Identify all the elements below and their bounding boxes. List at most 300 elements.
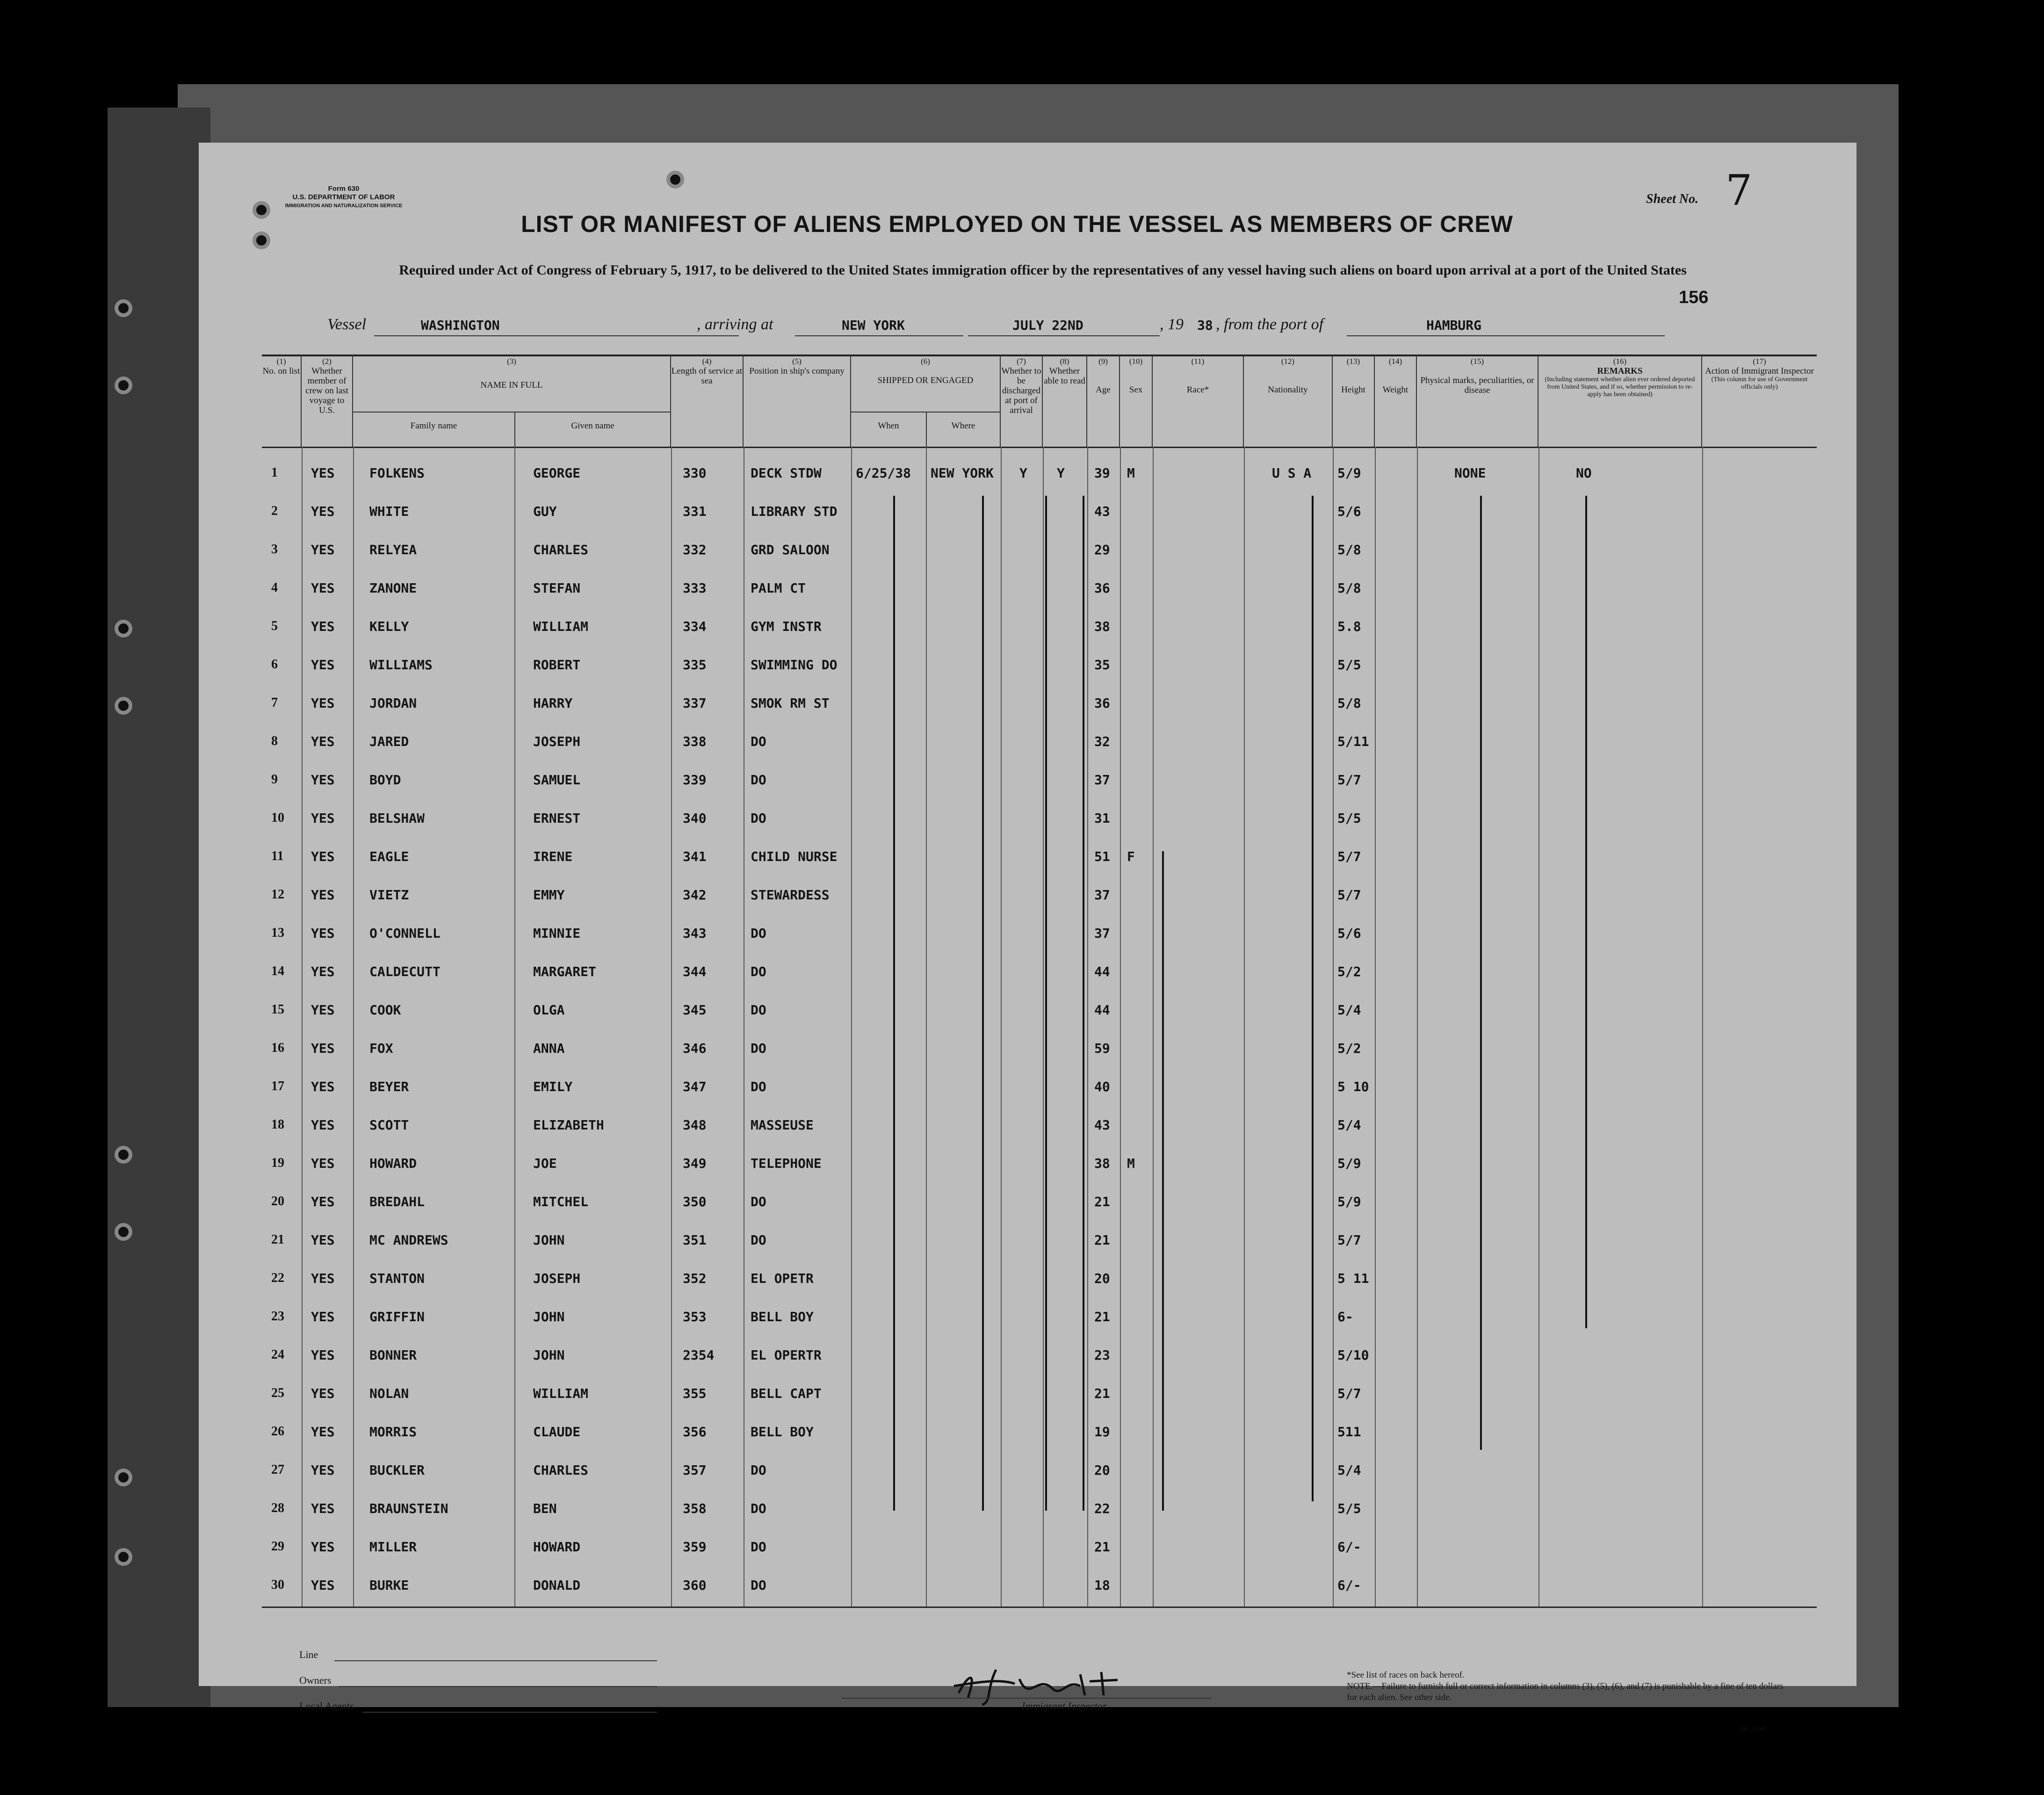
column-header-age: (9) Age xyxy=(1087,355,1120,447)
table-row xyxy=(262,679,1817,717)
length-of-service: 357 xyxy=(683,1462,707,1478)
given-name: EMMY xyxy=(533,887,565,903)
length-of-service: 333 xyxy=(683,580,707,596)
table-row xyxy=(262,871,1817,908)
position: EL OPERTR xyxy=(751,1347,822,1363)
shipped-where: NEW YORK xyxy=(931,465,994,481)
family-name: BREDAHL xyxy=(369,1194,425,1209)
family-name: JORDAN xyxy=(369,695,417,711)
punch-hole xyxy=(115,1548,132,1566)
column-header-name: (3) NAME IN FULL Family name Given name xyxy=(353,355,671,447)
row-number: 19 xyxy=(271,1156,284,1170)
arrival-year: 38 xyxy=(1197,318,1213,333)
position: MASSEUSE xyxy=(751,1117,814,1133)
length-of-service: 341 xyxy=(683,849,707,864)
crew-last-voyage: YES xyxy=(311,1578,335,1593)
position: EL OPETR xyxy=(751,1271,814,1286)
row-number: 29 xyxy=(271,1539,284,1554)
row-number: 24 xyxy=(271,1347,284,1362)
height: 5/8 xyxy=(1337,580,1361,596)
crew-last-voyage: YES xyxy=(311,695,335,711)
given-name: HOWARD xyxy=(533,1539,581,1555)
height: 5/11 xyxy=(1337,734,1369,749)
given-name: WILLIAM xyxy=(533,1386,589,1401)
column-header-marks: (15) Physical marks, peculiarities, or disease xyxy=(1417,355,1538,447)
position: BELL BOY xyxy=(751,1309,814,1325)
age: 19 xyxy=(1094,1424,1110,1440)
age: 35 xyxy=(1094,657,1110,673)
to-be-discharged: Y xyxy=(1019,465,1027,481)
table-row xyxy=(262,909,1817,947)
vessel-line xyxy=(327,316,1683,344)
crew-last-voyage: YES xyxy=(311,619,335,634)
row-number: 28 xyxy=(271,1501,284,1515)
crew-last-voyage: YES xyxy=(311,1156,335,1171)
age: 44 xyxy=(1094,964,1110,979)
position: TELEPHONE xyxy=(751,1156,822,1171)
height: 511 xyxy=(1337,1424,1361,1440)
table-row xyxy=(262,1139,1817,1177)
row-number: 7 xyxy=(271,695,278,710)
length-of-service: 353 xyxy=(683,1309,707,1325)
binder-backing xyxy=(108,108,210,1707)
able-to-read: Y xyxy=(1057,465,1065,481)
height: 5/6 xyxy=(1337,504,1361,519)
length-of-service: 355 xyxy=(683,1386,707,1401)
table-row xyxy=(262,1369,1817,1407)
column-header-race: (11) Race* xyxy=(1153,355,1244,447)
row-number: 13 xyxy=(271,926,284,940)
when-header: When xyxy=(878,421,899,431)
punch-hole xyxy=(115,376,132,394)
position: DO xyxy=(751,1539,766,1555)
family-name: BONNER xyxy=(369,1347,417,1363)
arrival-date: JULY 22ND xyxy=(1012,318,1083,333)
underline xyxy=(968,335,1160,336)
height: 5/4 xyxy=(1337,1462,1361,1478)
crew-last-voyage: YES xyxy=(311,1002,335,1018)
table-row xyxy=(262,1523,1817,1560)
height: 5/5 xyxy=(1337,657,1361,673)
length-of-service: 348 xyxy=(683,1117,707,1133)
family-name: KELLY xyxy=(369,619,409,634)
crew-last-voyage: YES xyxy=(311,1079,335,1094)
table-row xyxy=(262,986,1817,1023)
height: 5/9 xyxy=(1337,1156,1361,1171)
row-number: 3 xyxy=(271,542,278,557)
family-name: BOYD xyxy=(369,772,401,788)
physical-marks: NONE xyxy=(1454,465,1486,481)
punch-hole xyxy=(115,697,132,715)
table-row xyxy=(262,1101,1817,1138)
row-number: 6 xyxy=(271,657,278,672)
age: 37 xyxy=(1094,926,1110,941)
table-row xyxy=(262,487,1817,525)
given-name: ERNEST xyxy=(533,811,581,826)
sex: F xyxy=(1127,849,1135,864)
given-name: CHARLES xyxy=(533,1462,589,1478)
given-name: JOSEPH xyxy=(533,734,581,749)
age: 43 xyxy=(1094,1117,1110,1133)
family-name: JARED xyxy=(369,734,409,749)
row-number: 4 xyxy=(271,580,278,595)
punch-hole xyxy=(253,232,270,249)
table-row xyxy=(262,832,1817,870)
position: BELL BOY xyxy=(751,1424,814,1440)
page-title: LIST OR MANIFEST OF ALIENS EMPLOYED ON THE VESSEL AS MEMBERS OF CREW xyxy=(521,211,1513,237)
age: 39 xyxy=(1094,465,1110,481)
crew-last-voyage: YES xyxy=(311,1386,335,1401)
position: DO xyxy=(751,772,766,788)
form-identifier xyxy=(267,185,421,210)
crew-last-voyage: YES xyxy=(311,1309,335,1325)
stamped-number: 156 xyxy=(1679,288,1709,307)
position: DECK STDW xyxy=(751,465,822,481)
age: 43 xyxy=(1094,504,1110,519)
given-name: WILLIAM xyxy=(533,619,589,634)
family-name: O'CONNELL xyxy=(369,926,441,941)
age: 37 xyxy=(1094,887,1110,903)
table-row xyxy=(262,564,1817,601)
underline xyxy=(1347,335,1665,336)
departure-port: HAMBURG xyxy=(1426,318,1482,333)
position: DO xyxy=(751,1079,766,1094)
crew-table xyxy=(262,355,1817,1618)
given-name: ANNA xyxy=(533,1041,565,1056)
row-number: 1 xyxy=(271,465,278,480)
table-row xyxy=(262,717,1817,755)
column-header-read: (8) Whether able to read xyxy=(1043,355,1087,447)
family-name: BURKE xyxy=(369,1578,409,1593)
sheet-number: 7 xyxy=(1726,166,1753,215)
family-name: WHITE xyxy=(369,504,409,519)
length-of-service: 340 xyxy=(683,811,707,826)
given-name: JOE xyxy=(533,1156,557,1171)
sex: M xyxy=(1127,1156,1135,1171)
column-header-height: (13) Height xyxy=(1333,355,1375,447)
position: LIBRARY STD xyxy=(751,504,838,519)
height: 5/7 xyxy=(1337,887,1361,903)
family-name: MILLER xyxy=(369,1539,417,1555)
table-row xyxy=(262,756,1817,793)
family-name: EAGLE xyxy=(369,849,409,864)
height: 5 11 xyxy=(1337,1271,1369,1286)
where-header: Where xyxy=(951,421,975,431)
length-of-service: 330 xyxy=(683,465,707,481)
age: 20 xyxy=(1094,1271,1110,1286)
age: 37 xyxy=(1094,772,1110,788)
height: 5/7 xyxy=(1337,1386,1361,1401)
family-name: FOLKENS xyxy=(369,465,425,481)
department-name: U.S. DEPARTMENT OF LABOR xyxy=(292,193,395,201)
row-number: 30 xyxy=(271,1578,284,1592)
length-of-service: 346 xyxy=(683,1041,707,1056)
line-label: Line xyxy=(299,1649,318,1660)
table-bottom-border xyxy=(262,1607,1817,1608)
height: 5/2 xyxy=(1337,1041,1361,1056)
age: 51 xyxy=(1094,849,1110,864)
table-row xyxy=(262,948,1817,985)
length-of-service: 335 xyxy=(683,657,707,673)
age: 21 xyxy=(1094,1194,1110,1209)
local-agents-label: Local Agents xyxy=(299,1700,354,1712)
family-name: BRAUNSTEIN xyxy=(369,1501,448,1516)
given-name: JOHN xyxy=(533,1309,565,1325)
crew-last-voyage: YES xyxy=(311,734,335,749)
row-number: 20 xyxy=(271,1194,284,1209)
length-of-service: 352 xyxy=(683,1271,707,1286)
column-header-crew: (2) Whether member of crew on last voyage to U.S. xyxy=(302,355,353,447)
length-of-service: 331 xyxy=(683,504,707,519)
length-of-service: 358 xyxy=(683,1501,707,1516)
family-name: BELSHAW xyxy=(369,811,425,826)
given-name: MARGARET xyxy=(533,964,596,979)
crew-last-voyage: YES xyxy=(311,1501,335,1516)
owners-field xyxy=(339,1686,657,1687)
height: 5/8 xyxy=(1337,695,1361,711)
page-subtitle: Required under Act of Congress of February 5, 1917, to be delivered to the United States immigration officer by the representatives of any vessel having such aliens on board upon arrival at a port of the United States xyxy=(399,262,1687,278)
family-name: ZANONE xyxy=(369,580,417,596)
row-number: 27 xyxy=(271,1462,284,1477)
column-header-no: (1) No. on list xyxy=(262,355,302,447)
height: 5/5 xyxy=(1337,1501,1361,1516)
family-name: FOX xyxy=(369,1041,393,1056)
punch-hole xyxy=(666,171,684,188)
family-name: RELYEA xyxy=(369,542,417,557)
crew-last-voyage: YES xyxy=(311,580,335,596)
from-label: , from the port of xyxy=(1216,316,1324,333)
table-row xyxy=(262,1446,1817,1484)
height: 5/7 xyxy=(1337,772,1361,788)
given-name: GEORGE xyxy=(533,465,581,481)
crew-last-voyage: YES xyxy=(311,465,335,481)
position: BELL CAPT xyxy=(751,1386,822,1401)
position: CHILD NURSE xyxy=(751,849,838,864)
column-header-sex: (10) Sex xyxy=(1120,355,1153,447)
length-of-service: 349 xyxy=(683,1156,707,1171)
age: 32 xyxy=(1094,734,1110,749)
length-of-service: 359 xyxy=(683,1539,707,1555)
height: 5/4 xyxy=(1337,1002,1361,1018)
row-number: 16 xyxy=(271,1041,284,1055)
inspector-line xyxy=(842,1698,1211,1699)
table-row xyxy=(262,1484,1817,1522)
row-number: 8 xyxy=(271,734,278,748)
age: 29 xyxy=(1094,542,1110,557)
position: DO xyxy=(751,1462,766,1478)
row-number: 22 xyxy=(271,1271,284,1285)
crew-last-voyage: YES xyxy=(311,1347,335,1363)
vessel-name: WASHINGTON xyxy=(421,318,500,333)
age: 18 xyxy=(1094,1578,1110,1593)
given-name: JOHN xyxy=(533,1232,565,1248)
column-header-remarks: (16) REMARKS (Including statement whether alien ever ordered deported from United States, and if so, whether permission to re-apply has been obtained) xyxy=(1538,355,1702,447)
nationality: U S A xyxy=(1272,465,1312,481)
row-number: 5 xyxy=(271,619,278,633)
age: 36 xyxy=(1094,580,1110,596)
crew-last-voyage: YES xyxy=(311,772,335,788)
table-row xyxy=(262,1024,1817,1062)
length-of-service: 350 xyxy=(683,1194,707,1209)
family-name: BUCKLER xyxy=(369,1462,425,1478)
length-of-service: 338 xyxy=(683,734,707,749)
position: SWIMMING DO xyxy=(751,657,838,673)
column-header-weight: (14) Weight xyxy=(1375,355,1417,447)
crew-last-voyage: YES xyxy=(311,1462,335,1478)
length-of-service: 2354 xyxy=(683,1347,715,1363)
column-header-discharged: (7) Whether to be discharged at port of arrival xyxy=(1001,355,1043,447)
height: 5 10 xyxy=(1337,1079,1369,1094)
length-of-service: 332 xyxy=(683,542,707,557)
penalty-note: NOTE.—Failure to furnish full or correct information in columns (3), (5), (6), and (7) is punishable by a fine of ten dollars for each alien. See other side. xyxy=(1347,1681,1784,1702)
crew-last-voyage: YES xyxy=(311,504,335,519)
table-row xyxy=(262,641,1817,678)
height: 5/7 xyxy=(1337,1232,1361,1248)
family-name: CALDECUTT xyxy=(369,964,441,979)
family-name: MORRIS xyxy=(369,1424,417,1440)
height: 5/9 xyxy=(1337,1194,1361,1209)
height: 6/- xyxy=(1337,1539,1361,1555)
crew-last-voyage: YES xyxy=(311,542,335,557)
age: 36 xyxy=(1094,695,1110,711)
age: 44 xyxy=(1094,1002,1110,1018)
age: 59 xyxy=(1094,1041,1110,1056)
age: 21 xyxy=(1094,1309,1110,1325)
family-name-header: Family name xyxy=(410,421,457,431)
family-name: COOK xyxy=(369,1002,401,1018)
crew-last-voyage: YES xyxy=(311,926,335,941)
given-name-header: Given name xyxy=(571,421,614,431)
crew-last-voyage: YES xyxy=(311,849,335,864)
crew-last-voyage: YES xyxy=(311,1041,335,1056)
position: DO xyxy=(751,1501,766,1516)
length-of-service: 337 xyxy=(683,695,707,711)
punch-hole xyxy=(115,299,132,317)
table-row xyxy=(262,1561,1817,1599)
punch-hole xyxy=(115,1223,132,1241)
column-header-service: (4) Length of service at sea xyxy=(671,355,744,447)
table-row xyxy=(262,1063,1817,1100)
family-name: SCOTT xyxy=(369,1117,409,1133)
position: DO xyxy=(751,811,766,826)
punch-hole xyxy=(115,1469,132,1486)
age: 31 xyxy=(1094,811,1110,826)
table-row xyxy=(262,1408,1817,1445)
length-of-service: 345 xyxy=(683,1002,707,1018)
height: 5/9 xyxy=(1337,465,1361,481)
family-name: VIETZ xyxy=(369,887,409,903)
given-name: DONALD xyxy=(533,1578,581,1593)
vessel-label: Vessel xyxy=(327,316,367,333)
age: 21 xyxy=(1094,1539,1110,1555)
shipped-when: 6/25/38 xyxy=(856,465,911,481)
position: DO xyxy=(751,1578,766,1593)
crew-last-voyage: YES xyxy=(311,1271,335,1286)
position: DO xyxy=(751,964,766,979)
row-number: 14 xyxy=(271,964,284,978)
row-number: 15 xyxy=(271,1002,284,1017)
position: GRD SALOON xyxy=(751,542,830,557)
row-number: 11 xyxy=(271,849,284,863)
height: 5.8 xyxy=(1337,619,1361,634)
given-name: ELIZABETH xyxy=(533,1117,604,1133)
sex: M xyxy=(1127,465,1135,481)
given-name: MINNIE xyxy=(533,926,581,941)
height: 5/10 xyxy=(1337,1347,1369,1363)
row-number: 12 xyxy=(271,887,284,902)
given-name: CLAUDE xyxy=(533,1424,581,1440)
print-code: 14—1240 xyxy=(1740,1726,1766,1733)
given-name: BEN xyxy=(533,1501,557,1516)
table-row xyxy=(262,1216,1817,1253)
given-name: OLGA xyxy=(533,1002,565,1018)
header-divider xyxy=(262,447,1817,448)
row-number: 17 xyxy=(271,1079,284,1093)
row-number: 18 xyxy=(271,1117,284,1132)
sheet-number-label: Sheet No. xyxy=(1646,192,1698,206)
table-row xyxy=(262,602,1817,640)
column-header-action: (17) Action of Immigrant Inspector (This column for use of Government officials only) xyxy=(1705,357,1814,391)
given-name: HARRY xyxy=(533,695,573,711)
given-name: IRENE xyxy=(533,849,573,864)
given-name: CHARLES xyxy=(533,542,589,557)
height: 5/8 xyxy=(1337,542,1361,557)
length-of-service: 343 xyxy=(683,926,707,941)
age: 21 xyxy=(1094,1232,1110,1248)
punch-hole xyxy=(115,620,132,637)
age: 38 xyxy=(1094,619,1110,634)
row-number: 23 xyxy=(271,1309,284,1324)
column-header-shipped: (6) SHIPPED OR ENGAGED When Where xyxy=(851,355,1001,447)
position: SMOK RM ST xyxy=(751,695,830,711)
length-of-service: 342 xyxy=(683,887,707,903)
column-header-nationality: (12) Nationality xyxy=(1244,355,1333,447)
races-note: *See list of races on back hereof. xyxy=(1347,1670,1465,1680)
service-name: IMMIGRATION AND NATURALIZATION SERVICE xyxy=(285,203,403,209)
table-row xyxy=(262,1178,1817,1215)
height: 5/2 xyxy=(1337,964,1361,979)
position: GYM INSTR xyxy=(751,619,822,634)
crew-last-voyage: YES xyxy=(311,964,335,979)
height: 6- xyxy=(1337,1309,1353,1325)
crew-last-voyage: YES xyxy=(311,1424,335,1440)
given-name: ROBERT xyxy=(533,657,581,673)
table-row xyxy=(262,1331,1817,1368)
age: 23 xyxy=(1094,1347,1110,1363)
height: 5/5 xyxy=(1337,811,1361,826)
crew-last-voyage: YES xyxy=(311,811,335,826)
underline xyxy=(795,335,963,336)
family-name: GRIFFIN xyxy=(369,1309,425,1325)
age: 22 xyxy=(1094,1501,1110,1516)
crew-last-voyage: YES xyxy=(311,1194,335,1209)
age: 40 xyxy=(1094,1079,1110,1094)
row-number: 25 xyxy=(271,1386,284,1400)
form-number: Form 630 xyxy=(328,185,360,193)
punch-hole xyxy=(115,1146,132,1164)
age: 38 xyxy=(1094,1156,1110,1171)
family-name: MC ANDREWS xyxy=(369,1232,448,1248)
length-of-service: 360 xyxy=(683,1578,707,1593)
length-of-service: 347 xyxy=(683,1079,707,1094)
family-name: HOWARD xyxy=(369,1156,417,1171)
table-row xyxy=(262,526,1817,563)
row-number: 10 xyxy=(271,811,284,825)
arriving-label: , arriving at xyxy=(697,316,773,333)
table-row xyxy=(262,794,1817,832)
crew-last-voyage: YES xyxy=(311,1117,335,1133)
height: 6/- xyxy=(1337,1578,1361,1593)
